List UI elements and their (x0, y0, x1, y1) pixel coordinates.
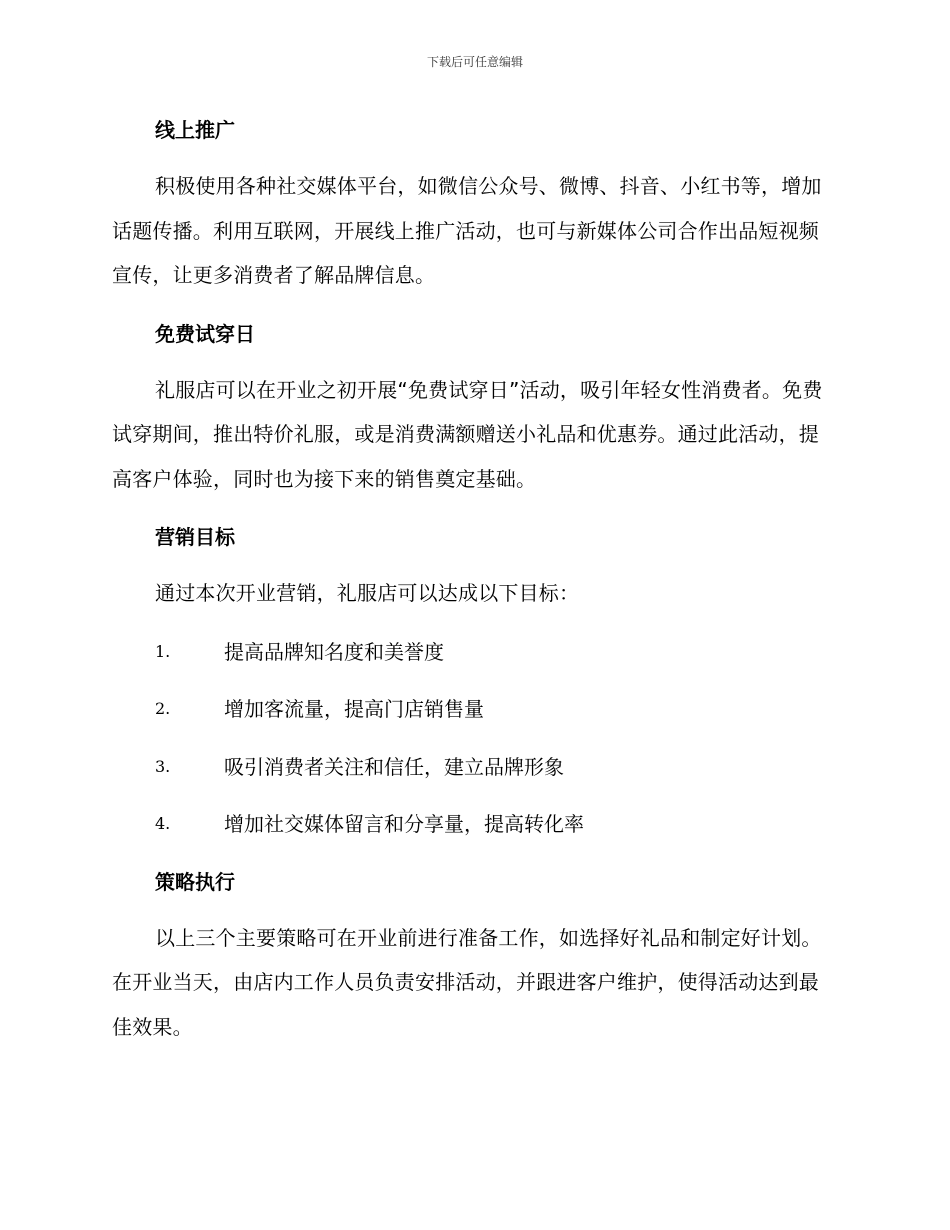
list-item-text: 吸引消费者关注和信任，建立品牌形象 (224, 754, 564, 779)
section-heading-execution: 策略执行 (155, 869, 235, 894)
list-item-text: 增加社交媒体留言和分享量，提高转化率 (224, 812, 584, 836)
list-item (112, 630, 832, 688)
section-body-execution: 以上三个主要策略可在开业前进行准备工作，如选择好礼品和制定好计划。在开业当天，由店内工作人员负责安排活动，并跟进客户维护，使得活动达到最佳效果。 (112, 925, 822, 1039)
section-intro-goals: 通过本次开业营销，礼服店可以达成以下目标： (155, 581, 580, 605)
document-content (112, 108, 832, 1049)
list-item-number: 4. (155, 814, 171, 833)
list-item-number: 2. (155, 699, 171, 718)
header-note: 下载后可任意编辑 (426, 55, 523, 69)
list-item-number: 1. (155, 641, 171, 661)
list-item-text: 增加客流量，提高门店销售量 (224, 697, 484, 721)
section-heading-trial: 免费试穿日 (155, 321, 255, 346)
list-item-text: 提高品牌知名度和美誉度 (224, 639, 444, 664)
section-body-trial: 礼服店可以在开业之初开展“免费试穿日”活动，吸引年轻女性消费者。免费试穿期间，推出特价礼服，或是消费满额赠送小礼品和优惠券。通过此活动，提高客户体验，同时也为接下来的销售奠定基础。 (112, 377, 823, 491)
list-item (112, 802, 832, 860)
goals-list (112, 630, 832, 860)
section-heading-online: 线上推广 (155, 118, 235, 142)
list-item (112, 745, 832, 803)
list-item (112, 687, 832, 745)
list-item-number: 3. (155, 756, 171, 776)
section-heading-goals: 营销目标 (155, 525, 235, 549)
section-body-online: 积极使用各种社交媒体平台，如微信公众号、微博、抖音、小红书等，增加话题传播。利用互联网，开展线上推广活动，也可与新媒体公司合作出品短视频宣传，让更多消费者了解品牌信息。 (112, 174, 822, 287)
